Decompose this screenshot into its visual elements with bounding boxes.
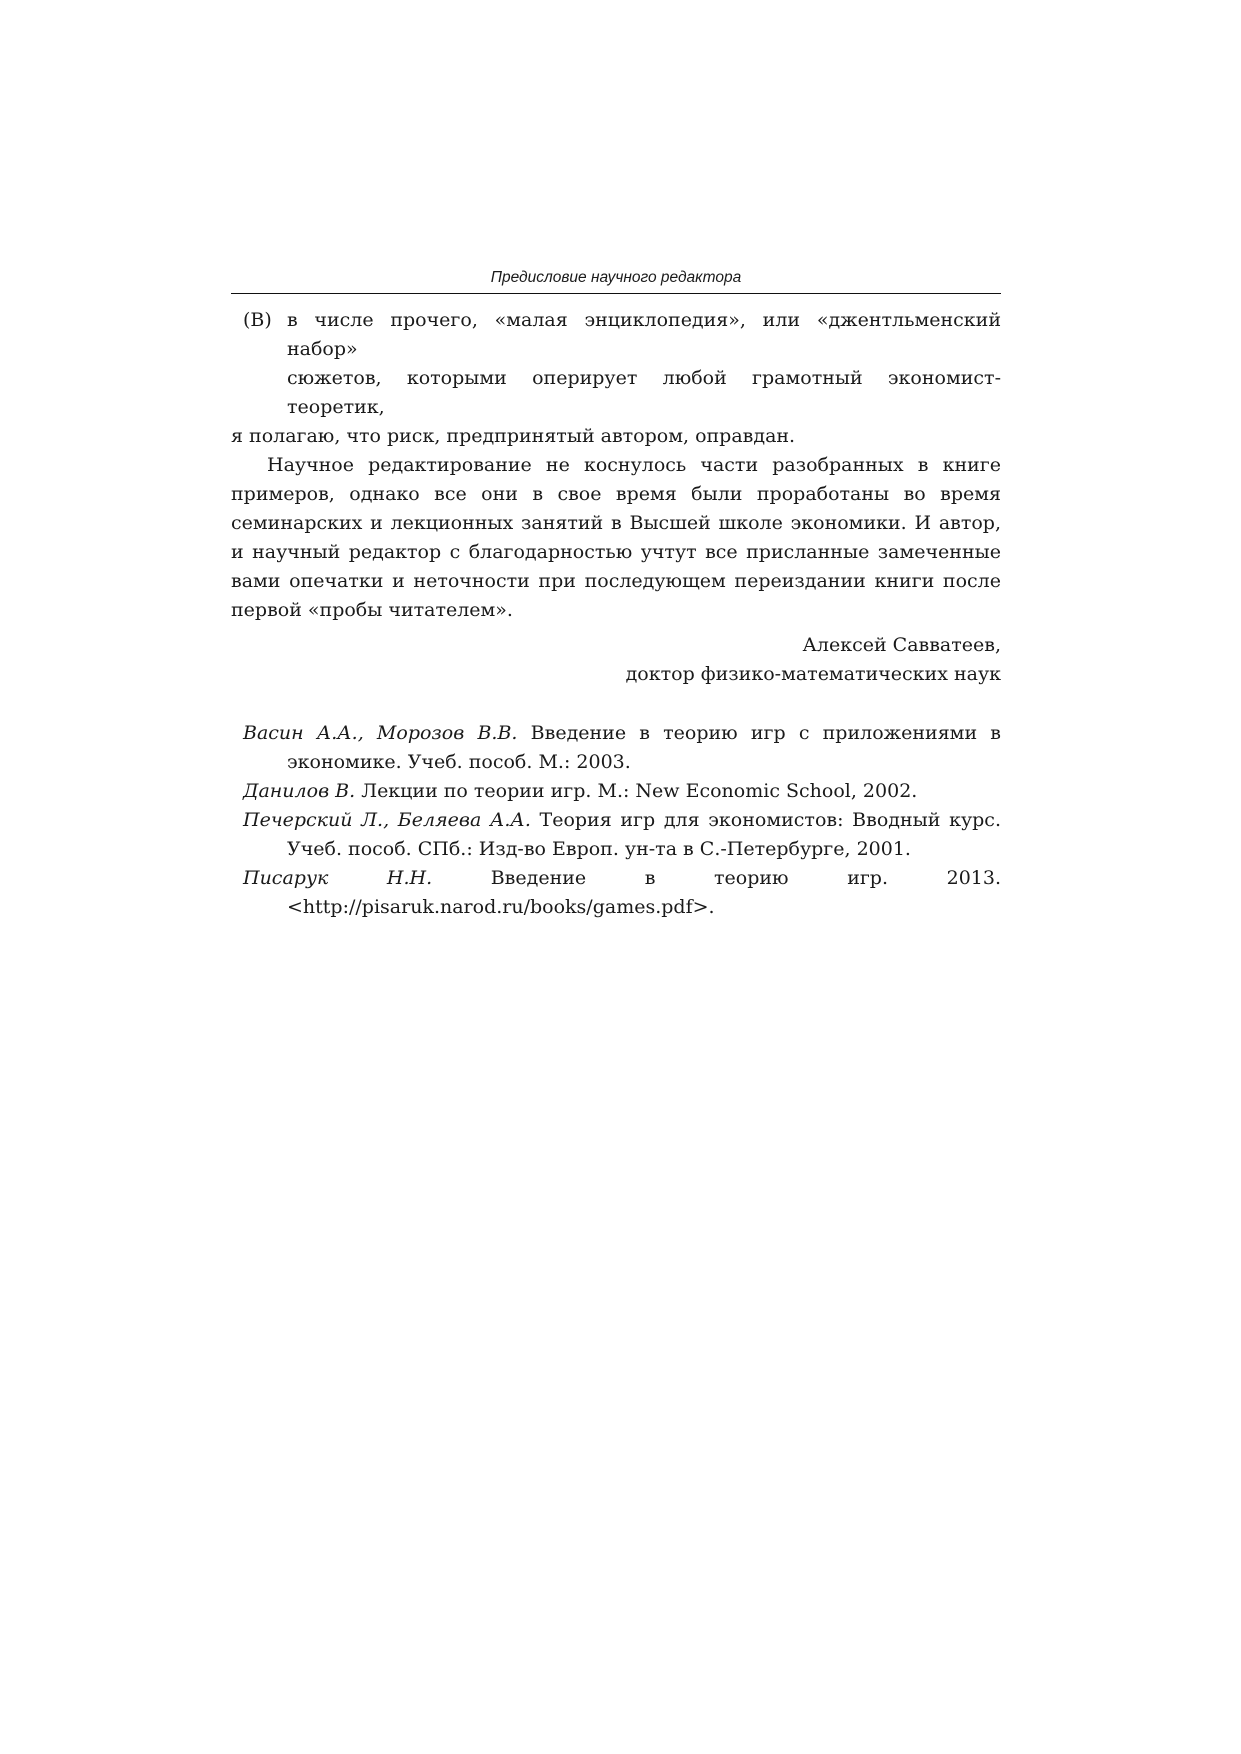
running-head: Предисловие научного редактора: [231, 268, 1001, 294]
bib-authors: Печерский Л., Беляева А.А.: [243, 809, 531, 831]
bib-authors: Данилов В.: [243, 780, 356, 802]
bib-authors: Васин А.А., Морозов В.В.: [243, 722, 518, 744]
bibliography-item: [231, 806, 1001, 864]
list-item-line-3: я полагаю, что риск, предпринятый автором, оправдан.: [231, 425, 796, 447]
signature-degree: доктор физико-математических наук: [625, 663, 1001, 685]
content: [231, 306, 1001, 922]
bib-text: Лекции по теории игр. М.: New Economic School, 2002.: [355, 780, 918, 802]
bib-text: Теория игр для экономистов: Вводный курс. Учеб. пособ. СПб.: Изд-во Европ. ун-та в С.-Петербурге, 2001.: [287, 809, 1001, 860]
bib-text: Введение в теорию игр с приложениями в экономике. Учеб. пособ. М.: 2003.: [287, 722, 1001, 773]
bibliography-item: [231, 777, 1001, 806]
bibliography: [231, 719, 1001, 922]
bibliography-item: [231, 864, 1001, 922]
list-item-b: [231, 306, 1001, 451]
body-paragraph: Научное редактирование не коснулось части разобранных в книге примеров, однако все они в свое время были проработаны во время семинарских и лекционных занятий в Высшей школе экономики. И автор, и научный редактор с благодарностью учтут все присланные замеченные вами опечатки и неточности при последующем переиздании книги после первой «пробы читателем».: [231, 454, 1001, 621]
list-item-line-1: в числе прочего, «малая энциклопедия», или «джентльменский набор»: [287, 309, 1001, 360]
signature-name: Алексей Савватеев,: [802, 634, 1001, 656]
list-item-line-2: сюжетов, которыми оперирует любой грамотный экономист-теоретик,: [287, 367, 1001, 418]
bibliography-item: [231, 719, 1001, 777]
page: [231, 268, 1001, 922]
bib-text: Введение в теорию игр. 2013. <http://pisaruk.narod.ru/books/games.pdf>.: [287, 867, 1001, 918]
bib-authors: Писарук Н.Н.: [243, 867, 433, 889]
list-marker: (В): [243, 309, 272, 331]
signature: [231, 631, 1001, 689]
